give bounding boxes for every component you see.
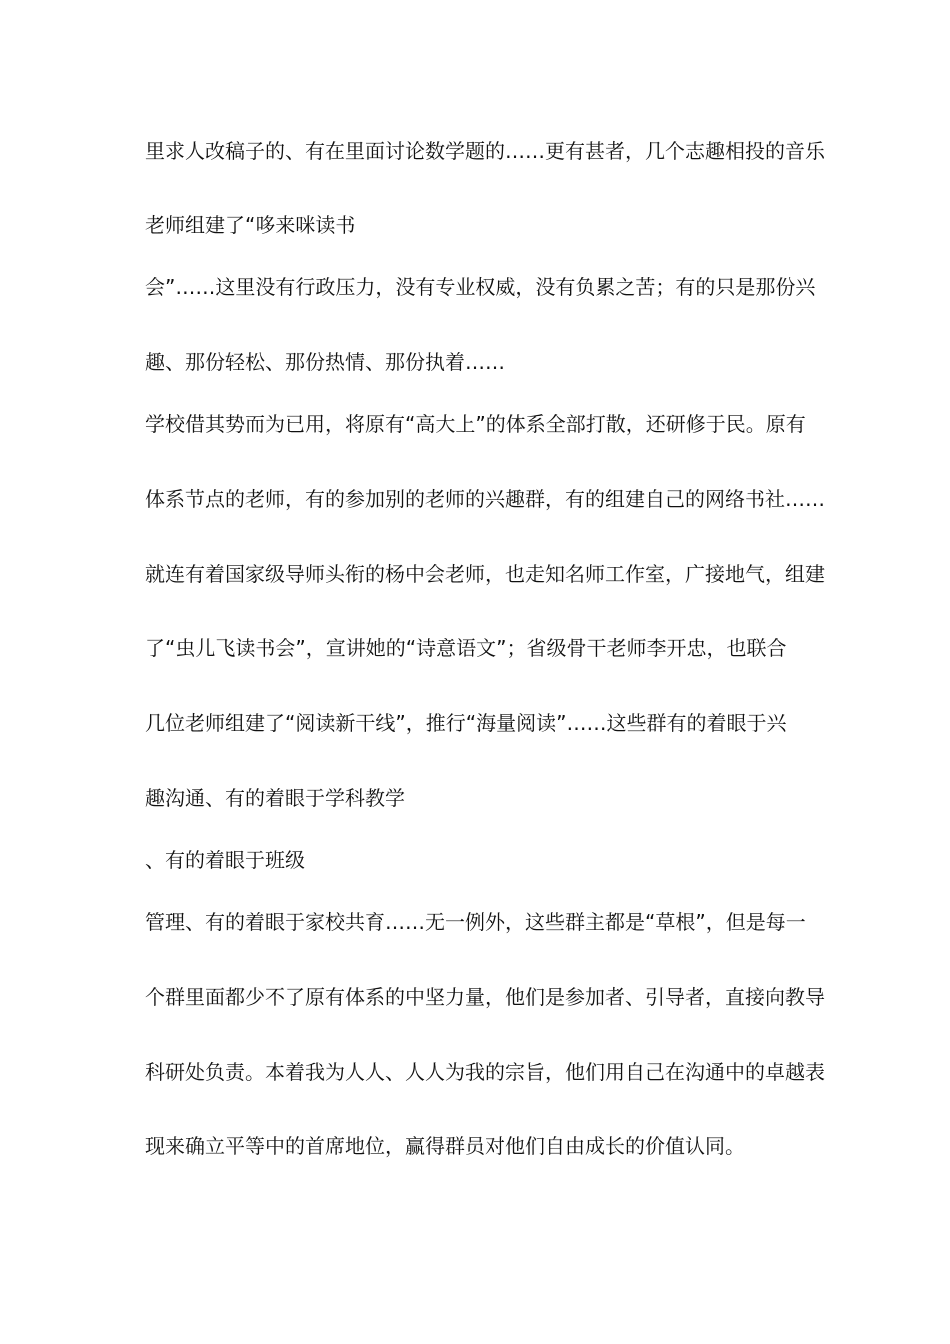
text-line-5: 学校借其势而为已用，将原有“高大上”的体系全部打散，还研修于民。原有 bbox=[145, 412, 806, 436]
text-line-6: 体系节点的老师，有的参加别的老师的兴趣群，有的组建自己的网络书社…… bbox=[145, 487, 825, 511]
text-line-14: 科研处负责。本着我为人人、人人为我的宗旨，他们用自己在沟通中的卓越表 bbox=[145, 1060, 825, 1084]
text-line-9: 几位老师组建了“阅读新干线”，推行“海量阅读”……这些群有的着眼于兴 bbox=[145, 711, 787, 735]
text-line-10: 趣沟通、有的着眼于学科教学 bbox=[145, 786, 405, 810]
text-line-2: 老师组建了“哆来咪读书 bbox=[145, 213, 356, 237]
text-line-11: 、有的着眼于班级 bbox=[145, 848, 305, 872]
text-line-4: 趣、那份轻松、那份热情、那份执着…… bbox=[145, 350, 505, 374]
text-line-8: 了“虫儿飞读书会”，宣讲她的“诗意语文”；省级骨干老师李开忠，也联合 bbox=[145, 636, 787, 660]
text-line-1: 里求人改稿子的、有在里面讨论数学题的……更有甚者，几个志趣相投的音乐 bbox=[145, 139, 825, 163]
text-line-3: 会”……这里没有行政压力，没有专业权威，没有负累之苦；有的只是那份兴 bbox=[145, 275, 816, 299]
text-line-15: 现来确立平等中的首席地位，赢得群员对他们自由成长的价值认同。 bbox=[145, 1134, 745, 1158]
text-line-12: 管理、有的着眼于家校共育……无一例外，这些群主都是“草根”，但是每一 bbox=[145, 910, 806, 934]
text-line-7: 就连有着国家级导师头衔的杨中会老师，也走知名师工作室，广接地气，组建 bbox=[145, 562, 825, 586]
text-line-13: 个群里面都少不了原有体系的中坚力量，他们是参加者、引导者，直接向教导 bbox=[145, 985, 825, 1009]
